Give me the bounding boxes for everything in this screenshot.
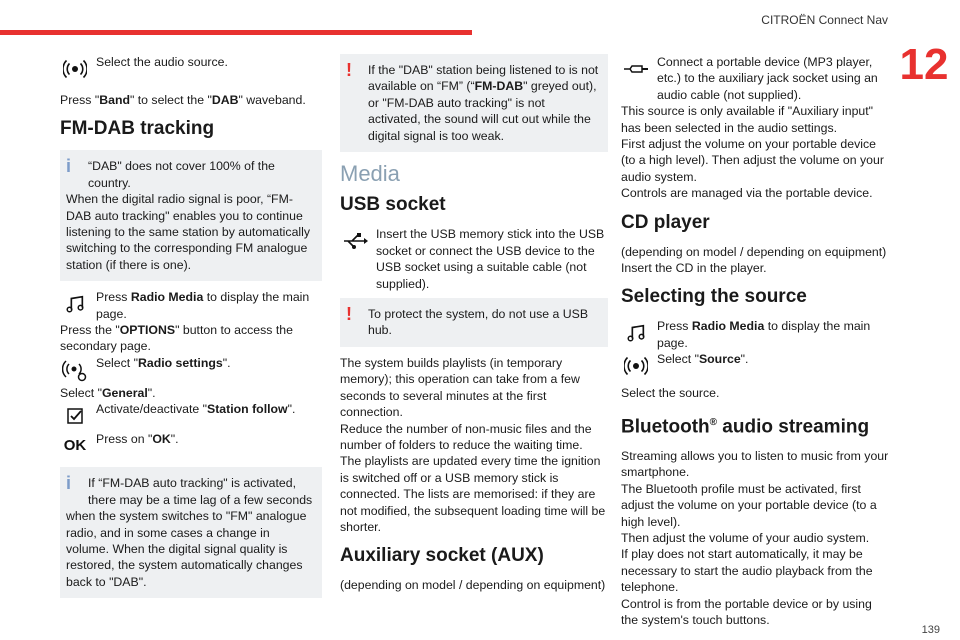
playlist-text-1: The system builds playlists (in temporary memory); this operation can take from a few seconds to several minutes at the first connection. (340, 355, 580, 420)
music-note-icon (60, 289, 90, 319)
warning-note-dab: ! If the "DAB" station being listened to is not available on “FM” (“FM-DAB" greyed out), or "FM-DAB auto tracking" is not activated, the sound will cut out while the digital signal is too weak. (340, 54, 608, 152)
warning-note-usb-hub: ! To protect the system, do not use a USB hub. (340, 298, 608, 347)
press-ok-text: Press on "OK". (96, 432, 179, 447)
select-source-final: Select the source. (621, 386, 720, 401)
aux-availability-text: (depending on model / depending on equipment) (340, 578, 606, 593)
playlist-text-2: Reduce the number of non-music files and the number of folders to reduce the waiting time. (340, 421, 592, 452)
press-ok-step (60, 431, 322, 461)
aux-connect-text: Connect a portable device (MP3 player, etc.) to the auxiliary jack socket using an audio cable (not supplied). (657, 55, 878, 102)
fm-dab-tracking-heading: FM-DAB tracking (60, 118, 215, 140)
ok-icon: OK (63, 437, 87, 455)
selecting-source-heading: Selecting the source (621, 286, 807, 308)
aux-socket-heading: Auxiliary socket (AUX) (340, 545, 544, 567)
warning-icon: ! (346, 60, 352, 80)
source-radio-media-text: Press Radio Media to display the main page. (657, 319, 871, 350)
radio-icon (621, 351, 651, 381)
radio-icon (60, 54, 90, 84)
playlist-text-3: The playlists are updated every time the ignition is switched off or a USB memory stick is connected. The lists are memorised: if they are not modified, the subsequent loading time will be shorter. (340, 454, 606, 534)
column-2 (340, 54, 608, 594)
usb-icon (340, 226, 370, 256)
press-band-text: Press "Band" to select the "DAB" waveband. (60, 93, 306, 107)
bt-text-3: Then adjust the volume of your audio system. (621, 531, 870, 546)
source-radio-media-step (621, 318, 889, 351)
radio-settings-text: Select "Radio settings". (96, 355, 231, 370)
usb-text: Insert the USB memory stick into the USB socket or connect the USB device to the USB socket using a suitable cable (not supplied). (376, 227, 605, 291)
select-source-text: Select the audio source. (96, 55, 228, 69)
bt-text-4: If play does not start automatically, it may be necessary to start the audio playback from the telephone. (621, 547, 873, 595)
settings-radio-icon (60, 355, 90, 385)
chapter-number: 12 (899, 40, 949, 89)
radio-settings-step (60, 355, 322, 385)
select-source-step (60, 54, 322, 84)
usb-step (340, 226, 608, 292)
source-select-step (621, 351, 889, 381)
jack-plug-icon (621, 54, 651, 84)
aux-text-2: This source is only available if "Auxiliary input" has been selected in the audio settings. (621, 104, 874, 135)
column-3 (621, 54, 889, 628)
source-select-text: Select "Source". (657, 352, 749, 367)
info-icon: i (66, 473, 72, 494)
warning-icon: ! (346, 304, 352, 325)
info-note-dab-coverage: i “DAB" does not cover 100% of the country. When the digital radio signal is poor, “FM-DAB auto tracking" enables you to continue listening to the same station by automatically switching to the corresponding FM analogue station (if there is one). (60, 150, 322, 281)
header-title: CITROËN Connect Nav (761, 13, 888, 27)
page-number: 139 (921, 624, 940, 636)
radio-media-step (60, 289, 322, 322)
info-icon: i (66, 156, 72, 177)
cd-insert-text: Insert the CD in the player. (621, 261, 767, 276)
music-note-icon (621, 318, 651, 348)
media-heading: Media (340, 161, 400, 187)
radio-media-text: Press Radio Media to display the main page. (96, 290, 310, 321)
cd-availability-text: (depending on model / depending on equipment) (621, 244, 887, 259)
station-follow-step (60, 401, 322, 431)
aux-connect-step (621, 54, 889, 103)
aux-text-3: First adjust the volume on your portable device (to a high level). Then adjust the volume on your audio system. (621, 137, 884, 184)
bt-text-5: Control is from the portable device or by using the system's touch buttons. (621, 596, 872, 628)
column-1 (60, 54, 322, 606)
station-follow-text: Activate/deactivate "Station follow". (96, 402, 296, 417)
general-text: Select "General". (60, 385, 156, 400)
info-note-auto-tracking: i If “FM-DAB auto tracking" is activated, there may be a time lag of a few seconds when the system switches to "FM" analogue radio, and in some cases a change in volume. When the digital signal quality is restored, the system automatically changes back to "DAB". (60, 467, 322, 598)
options-text: Press the "OPTIONS" button to access the secondary page. (60, 323, 293, 354)
bluetooth-streaming-heading: Bluetooth® audio streaming (621, 416, 870, 438)
usb-socket-heading: USB socket (340, 194, 446, 216)
checkbox-icon (60, 401, 90, 431)
cd-player-heading: CD player (621, 211, 710, 233)
bt-text-2: The Bluetooth profile must be activated, first adjust the volume on your portable device (to a high level). (621, 481, 877, 529)
bt-text-1: Streaming allows you to listen to music from your smartphone. (621, 449, 889, 480)
aux-text-4: Controls are managed via the portable device. (621, 186, 873, 201)
header-red-bar (0, 30, 472, 35)
